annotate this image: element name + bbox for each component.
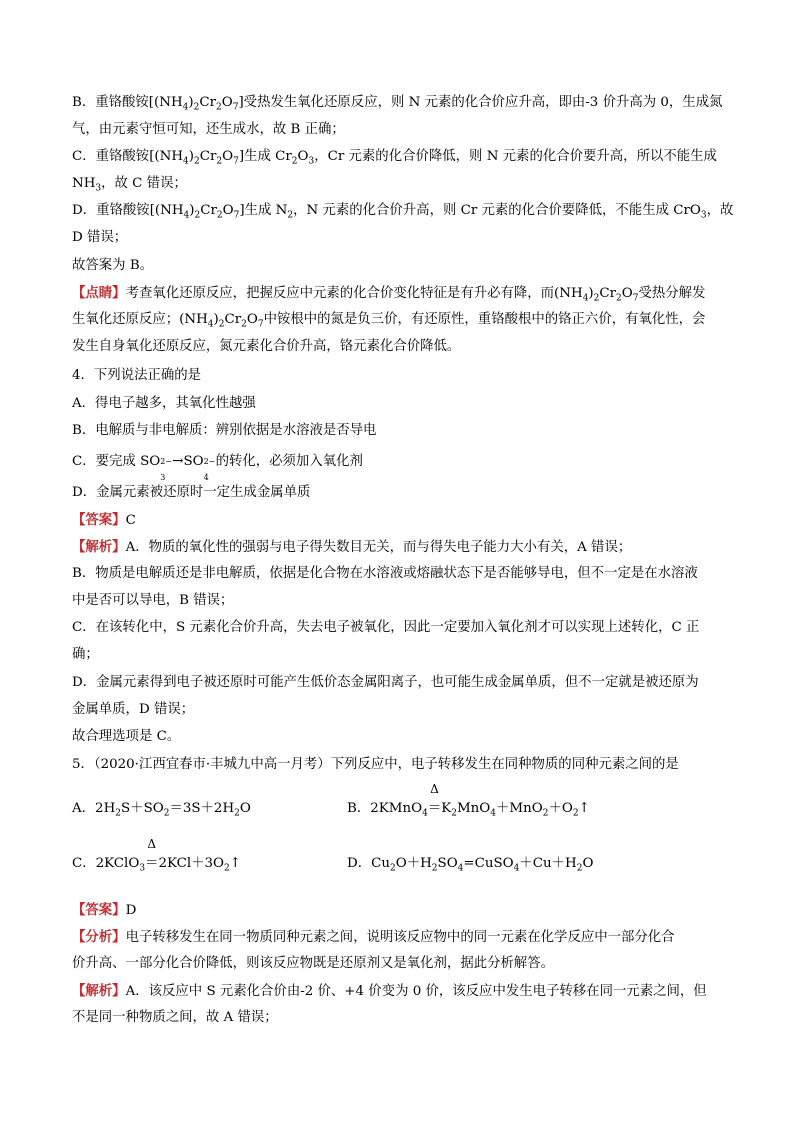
dianjing-tag: 【点睛】 [72, 285, 126, 301]
q5-fenxi-line2: 价升高、一部分化合价降低，则该反应物既是还原剂又是氧化剂，据此分析解答。 [72, 956, 555, 971]
delta-sign: Δ [430, 782, 439, 796]
q4-jiexi-line6: D．金属元素得到电子被还原时可能产生低价态金属阳离子，也可能生成金属单质，但不一定就是被还原为 [72, 675, 699, 690]
q4-jiexi-line3: 中是否可以导电，B 错误； [72, 593, 234, 608]
q3-dianjing-line1: 【点睛】考查氧化还原反应，把握反应中元素的化合价变化特征是有升必有降，而$(NH_4)_2Cr_2O_7$受热分解发 [72, 285, 706, 304]
q4-jiexi-line2: B．物质是电解质还是非电解质，依据是化合物在水溶液或熔融状态下是否能够导电，但不一定是在水溶液 [72, 566, 698, 581]
q5-jiexi-line1: 【解析】A．该反应中 S 元素化合价由-2 价、+4 价变为 0 价，该反应中发生电子转移在同一元素之间，但 [72, 983, 707, 999]
q4-stem: 4．下列说法正确的是 [72, 368, 202, 383]
q5-option-a: A．$2H_2S+SO_2=3S+2H_2O$ [72, 801, 251, 819]
q4-jiexi-line5: 确； [72, 647, 99, 662]
q5-option-d: D．$Cu_2O+H_2SO_4=CuSO_4+Cu+H_2O$ [347, 856, 594, 874]
q3-option-b-line1: B．重铬酸铵$[(NH_4)_2Cr_2O_7]$受热发生氧化还原反应，则 N 元素的化合价应升高，即由-3 价升高为 0，生成氮 [72, 95, 723, 113]
q4-jiexi-line4: C．在该转化中，S 元素化合价升高，失去电子被氧化，因此一定要加入氧化剂才可以实现上述转化，C 正 [72, 620, 700, 635]
q4-option-a: A．得电子越多，其氧化性越强 [72, 396, 256, 411]
q5-jiexi-line2: 不是同一种物质之间，故 A 错误； [72, 1010, 278, 1025]
q3-option-d-line1: D．重铬酸铵$[(NH_4)_2Cr_2O_7]$生成 $N_2$，N 元素的化合价升高，则 Cr 元素的化合价要降低，不能生成 CrO$_3$，故 [72, 203, 734, 221]
q3-dianjing-line3: 发生自身氧化还原反应，氮元素化合价升高，铬元素化合价降低。 [72, 339, 461, 354]
q4-option-d: D．金属元素被还原时一定生成金属单质 [72, 485, 311, 500]
q4-option-c: C．要完成 SO 2− 3 →SO 2− 4 的转化，必须加入氧化剂 [72, 454, 363, 482]
q4-option-b: B．电解质与非电解质：辨别依据是水溶液是否导电 [72, 423, 377, 438]
q4-jiexi-line1: 【解析】A．物质的氧化性的强弱与电子得失数目无关，而与得失电子能力大小有关，A 错误； [72, 539, 632, 555]
q3-option-c-line2: $NH_3$，故 C 错误； [72, 176, 187, 194]
q4-answer: 【答案】C [72, 512, 136, 528]
q3-dianjing-line2: 生氧化还原反应；$(NH_4)_2Cr_2O_7$中铵根中的氮是负三价，有还原性，重铬酸根中的铬正六价，有氧化性，会 [72, 312, 706, 330]
q5-stem: 5．（2020·江西宜春市·丰城九中高一月考）下列反应中，电子转移发生在同种物质的同种元素之间的是 [72, 757, 679, 772]
q5-option-b: B．2KMnO$_4$ Δ $=K_2MnO_4+MnO_2+O_2↑$ [347, 782, 590, 819]
q5-option-c: C．2KClO$_3$ Δ $=2KCl+3O_2↑$ [72, 837, 241, 874]
delta-sign: Δ [147, 837, 157, 851]
q5-fenxi-line1: 【分析】电子转移发生在同一物质同种元素之间，说明该反应物中的同一元素在化学反应中一部分化合 [72, 929, 675, 945]
q3-option-c-line1: C．重铬酸铵$[(NH_4)_2Cr_2O_7]$生成 $Cr_2O_3$，Cr 元素的化合价降低，则 N 元素的化合价要升高，所以不能生成 [72, 149, 717, 167]
q5-answer: 【答案】D [72, 902, 137, 918]
q4-jiexi-line7: 金属单质，D 错误； [72, 702, 195, 717]
q3-option-b-line2: 气，由元素守恒可知，还生成水，故 B 正确； [72, 122, 345, 137]
q3-answer-line: 故答案为 B。 [72, 258, 154, 273]
q4-jiexi-line8: 故合理选项是 C。 [72, 729, 181, 744]
q3-option-d-line2: D 错误； [72, 230, 128, 245]
